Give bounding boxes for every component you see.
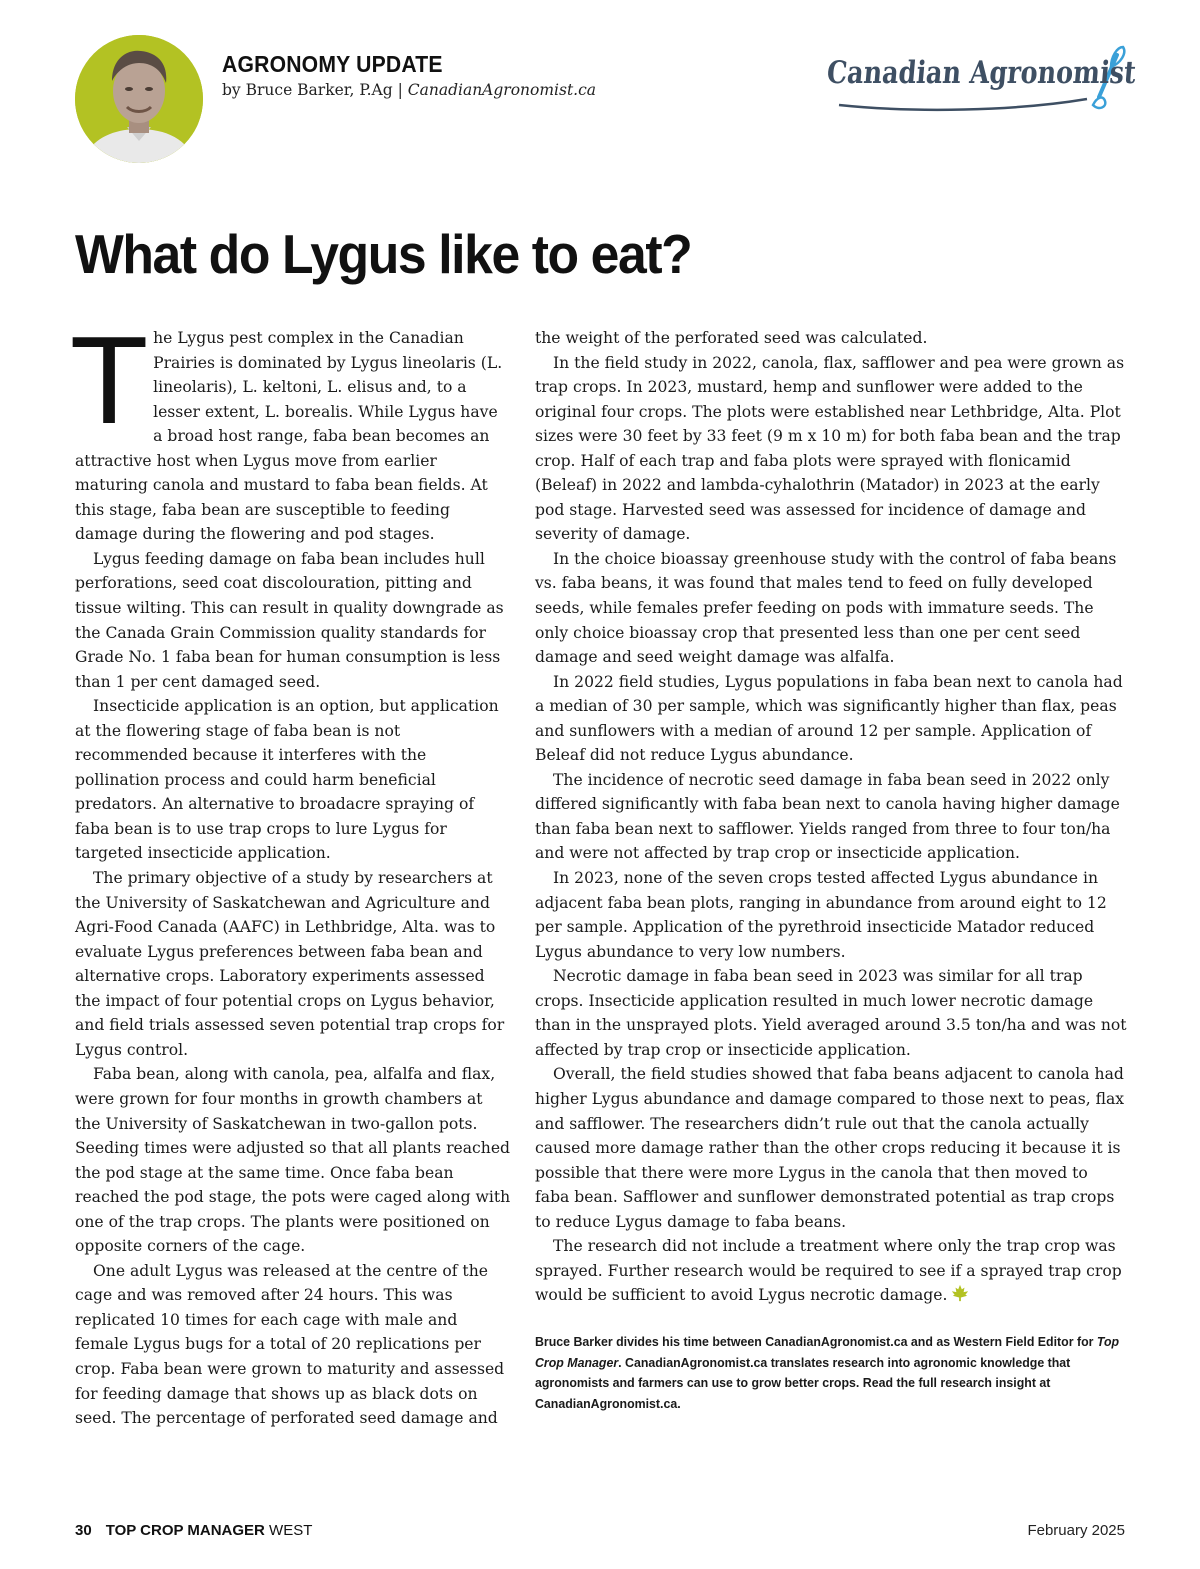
byline bbox=[222, 81, 596, 99]
maple-leaf-icon bbox=[951, 1284, 969, 1302]
paragraph: In 2022 field studies, Lygus populations in faba bean next to canola had a median of 30 per sample, which was significantly higher than flax, peas and sunflowers with a median of around 12 per sample. Application of Beleaf did not reduce Lygus abundance. bbox=[535, 672, 1123, 765]
section-label: AGRONOMY UPDATE bbox=[222, 51, 443, 77]
byline-site: CanadianAgronomist.ca bbox=[407, 81, 597, 99]
author-bio bbox=[535, 1332, 1126, 1414]
paragraph: Lygus feeding damage on faba bean includes hull perforations, seed coat discolouration, pitting and tissue wilting. This can result in quality downgrade as the Canada Grain Commission quality standards for Grade No. 1 faba bean for human consumption is less than 1 per cent damaged seed. bbox=[75, 549, 504, 691]
article-title: What do Lygus like to eat? bbox=[75, 223, 692, 285]
publication-edition: WEST bbox=[264, 1522, 313, 1539]
paragraph: Faba bean, along with canola, pea, alfalfa and flax, were grown for four months in growth chambers at the University of Saskatchewan in two-gallon pots. Seeding times were adjusted so that all plants reached the pod stage at the same time. Once faba bean reached the pod stage, the pots were caged along with one of the trap crops. The plants were positioned on opposite corners of the cage. bbox=[75, 1065, 511, 1256]
paragraph: The primary objective of a study by researchers at the University of Saskatchewan and Agriculture and Agri-Food Canada (AAFC) in Lethbridge, Alta. was to evaluate Lygus preferences between faba bean and alternative crops. Laboratory experiments assessed the impact of four potential crops on Lygus behavior, and field trials assessed seven potential trap crops for Lygus control. bbox=[75, 869, 505, 1059]
publication-name: TOP CROP MANAGER bbox=[105, 1522, 265, 1539]
article-right-column bbox=[535, 326, 1127, 1308]
bio-text-start: Bruce Barker divides his time between CanadianAgronomist.ca and as Western Field Editor for bbox=[535, 1334, 1097, 1349]
paragraph-final bbox=[535, 1234, 1127, 1308]
paragraph-continuation: the weight of the perforated seed was calculated. bbox=[535, 329, 928, 347]
page-footer-left bbox=[75, 1522, 312, 1539]
paragraph: In 2023, none of the seven crops tested affected Lygus abundance in adjacent faba bean plots, ranging in abundance from around eight to 12 per sample. Application of the pyrethroid insecticide Matador reduced Lygus abundance to very low numbers. bbox=[535, 869, 1107, 961]
paragraph: Insecticide application is an option, but application at the flowering stage of faba bean is not recommended because it interferes with the pollination process and could harm beneficial predators. An alternative to broadacre spraying of faba bean is to use trap crops to lure Lygus for targeted insecticide application. bbox=[75, 697, 499, 863]
paragraph: One adult Lygus was released at the centre of the cage and was removed after 24 hours. This was replicated 10 times for each cage with male and female Lygus bugs for a total of 20 replications per crop. Faba bean were grown to maturity and assessed for feeding damage that shows up as black dots on seed. The percentage of perforated seed damage and bbox=[75, 1261, 505, 1428]
page-number: 30 bbox=[75, 1522, 92, 1539]
byline-author: by Bruce Barker, P.Ag | bbox=[222, 81, 408, 99]
paragraph: The incidence of necrotic seed damage in faba bean seed in 2022 only differed significantly with faba bean next to canola having higher damage than faba bean next to safflower. Yields ranged from three to four ton/ha and were not affected by trap crop or insecticide application. bbox=[535, 770, 1120, 863]
paragraph: he Lygus pest complex in the Canadian Prairies is dominated by Lygus lineolaris (L. lineolaris), L. keltoni, L. elisus and, to a lesser extent, L. borealis. While Lygus have a broad host range, faba bean becomes an attractive host when Lygus move from earlier maturing canola and mustard to faba bean fields. At this stage, faba bean are susceptible to feeding damage during the flowering and pod stages. bbox=[75, 329, 503, 544]
author-photo bbox=[75, 35, 203, 163]
bio-magazine-name: Top Crop Manager bbox=[535, 1334, 1120, 1370]
paragraph: Necrotic damage in faba bean seed in 2023 was similar for all trap crops. Insecticide application resulted in much lower necrotic damage than in the unsprayed plots. Yield averaged around 3.5 ton/ha and was not affected by trap crop or insecticide application. bbox=[535, 967, 1127, 1059]
issue-date: February 2025 bbox=[1027, 1522, 1125, 1539]
logo-text: Canadian Agronomist bbox=[825, 55, 1138, 91]
paragraph: Overall, the field studies showed that faba beans adjacent to canola had higher Lygus abundance and damage compared to those next to peas, flax and safflower. The researchers didn’t rule out that the canola actually caused more damage rather than the other crops reducing it because it is possible that there were more Lygus in the canola that then moved to faba bean. Safflower and sunflower demonstrated potential as trap crops to reduce Lygus damage to faba beans. bbox=[535, 1065, 1125, 1231]
author-portrait-icon bbox=[75, 35, 203, 163]
paragraph: In the choice bioassay greenhouse study with the control of faba beans vs. faba beans, it was found that males tend to feed on fully developed seeds, while females prefer feeding on pods with immature seeds. The only choice bioassay crop that presented less than one per cent seed damage and seed weight damage was alfalfa. bbox=[535, 549, 1117, 667]
bio-text-end: . CanadianAgronomist.ca translates research into agronomic knowledge that agronomists and farmers can use to grow better crops. Read the full research insight at CanadianAgronomist.ca. bbox=[535, 1354, 1071, 1411]
paragraph: In the field study in 2022, canola, flax, safflower and pea were grown as trap crops. In 2023, mustard, hemp and sunflower were added to the original four crops. The plots were established near Lethbridge, Alta. Plot sizes were 30 feet by 33 feet (9 m x 10 m) for both faba bean and the trap crop. Half of each trap and faba plots were sprayed with flonicamid (Beleaf) in 2022 and lambda-cyhalothrin (Matador) in 2023 at the early pod stage. Harvested seed was assessed for incidence of damage and severity of damage. bbox=[535, 353, 1125, 544]
final-paragraph-text: The research did not include a treatment where only the trap crop was sprayed. Further research would be required to see if a sprayed trap crop would be sufficient to avoid Lygus necrotic damage. bbox=[535, 1237, 1122, 1305]
drop-cap: T bbox=[73, 313, 146, 451]
canadian-agronomist-logo bbox=[825, 45, 1138, 117]
article-left-column bbox=[73, 313, 511, 1431]
